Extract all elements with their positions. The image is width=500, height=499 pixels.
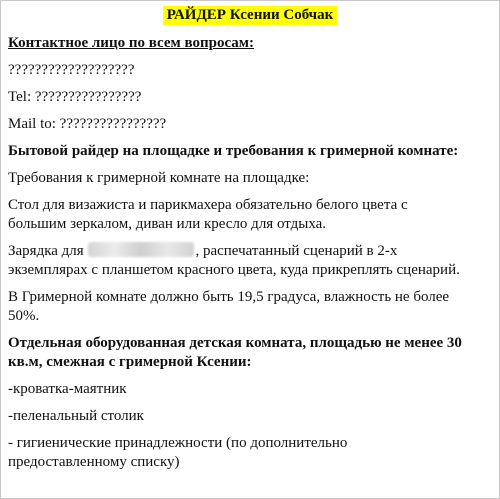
document-body: [8, 34, 494, 472]
contact-heading-paragraph: [8, 34, 494, 53]
contact-name-paragraph: [8, 61, 494, 80]
kids-room-paragraph: [8, 334, 494, 372]
charging-requirement-line-2: экземплярах с планшетом красного цвета, куда прикреплять сценарий.: [8, 262, 460, 278]
title-row: [1, 6, 499, 25]
item-cradle-paragraph: [8, 380, 494, 399]
item-changing-table-paragraph: [8, 407, 494, 426]
requirements-intro-paragraph: [8, 169, 494, 188]
hygiene-line-1: - гигиенические принадлежности (по дополнительно: [8, 435, 348, 451]
item-cradle: -кроватка-маятник: [8, 381, 127, 397]
document-title: РАЙДЕР Ксении Собчак: [163, 6, 338, 25]
rider-heading-paragraph: [8, 142, 494, 161]
table-requirement-paragraph: [8, 196, 494, 234]
charging-requirement-paragraph: [8, 242, 494, 280]
contact-mail: Mail to: ????????????????: [8, 116, 167, 132]
climate-requirement-paragraph: [8, 288, 494, 326]
rider-heading: Бытовой райдер на площадке и требования к гримерной комнате:: [8, 143, 459, 159]
table-requirement-line-2: большим зеркалом, диван или кресло для отдыха.: [8, 216, 327, 232]
climate-requirement-line-1: В Гримерной комнате должно быть 19,5 градуса, влажность не более: [8, 289, 450, 305]
item-changing-table: -пеленальный столик: [8, 408, 144, 424]
charging-suffix: , распечатанный сценарий в 2-х: [195, 243, 398, 259]
charging-prefix: Зарядка для: [8, 243, 84, 259]
tel-paragraph: [8, 88, 494, 107]
hygiene-line-2: предоставленному списку): [8, 454, 180, 470]
requirements-intro: Требования к гримерной комнате на площадке:: [8, 170, 310, 186]
contact-tel: Tel: ????????????????: [8, 89, 142, 105]
mail-paragraph: [8, 115, 494, 134]
blurred-device-name: [88, 242, 194, 257]
kids-room-line-1: Отдельная оборудованная детская комната, площадью не менее 30: [8, 335, 462, 351]
kids-room-line-2: кв.м, смежная с гримерной Ксении:: [8, 354, 252, 370]
table-requirement-line-1: Стол для визажиста и парикмахера обязательно белого цвета с: [8, 197, 408, 213]
climate-requirement-line-2: 50%.: [8, 308, 40, 324]
hygiene-paragraph: [8, 434, 494, 472]
charging-requirement-line-1: [8, 242, 494, 261]
contact-heading: Контактное лицо по всем вопросам:: [8, 35, 255, 51]
contact-name: ???????????????????: [8, 62, 135, 78]
